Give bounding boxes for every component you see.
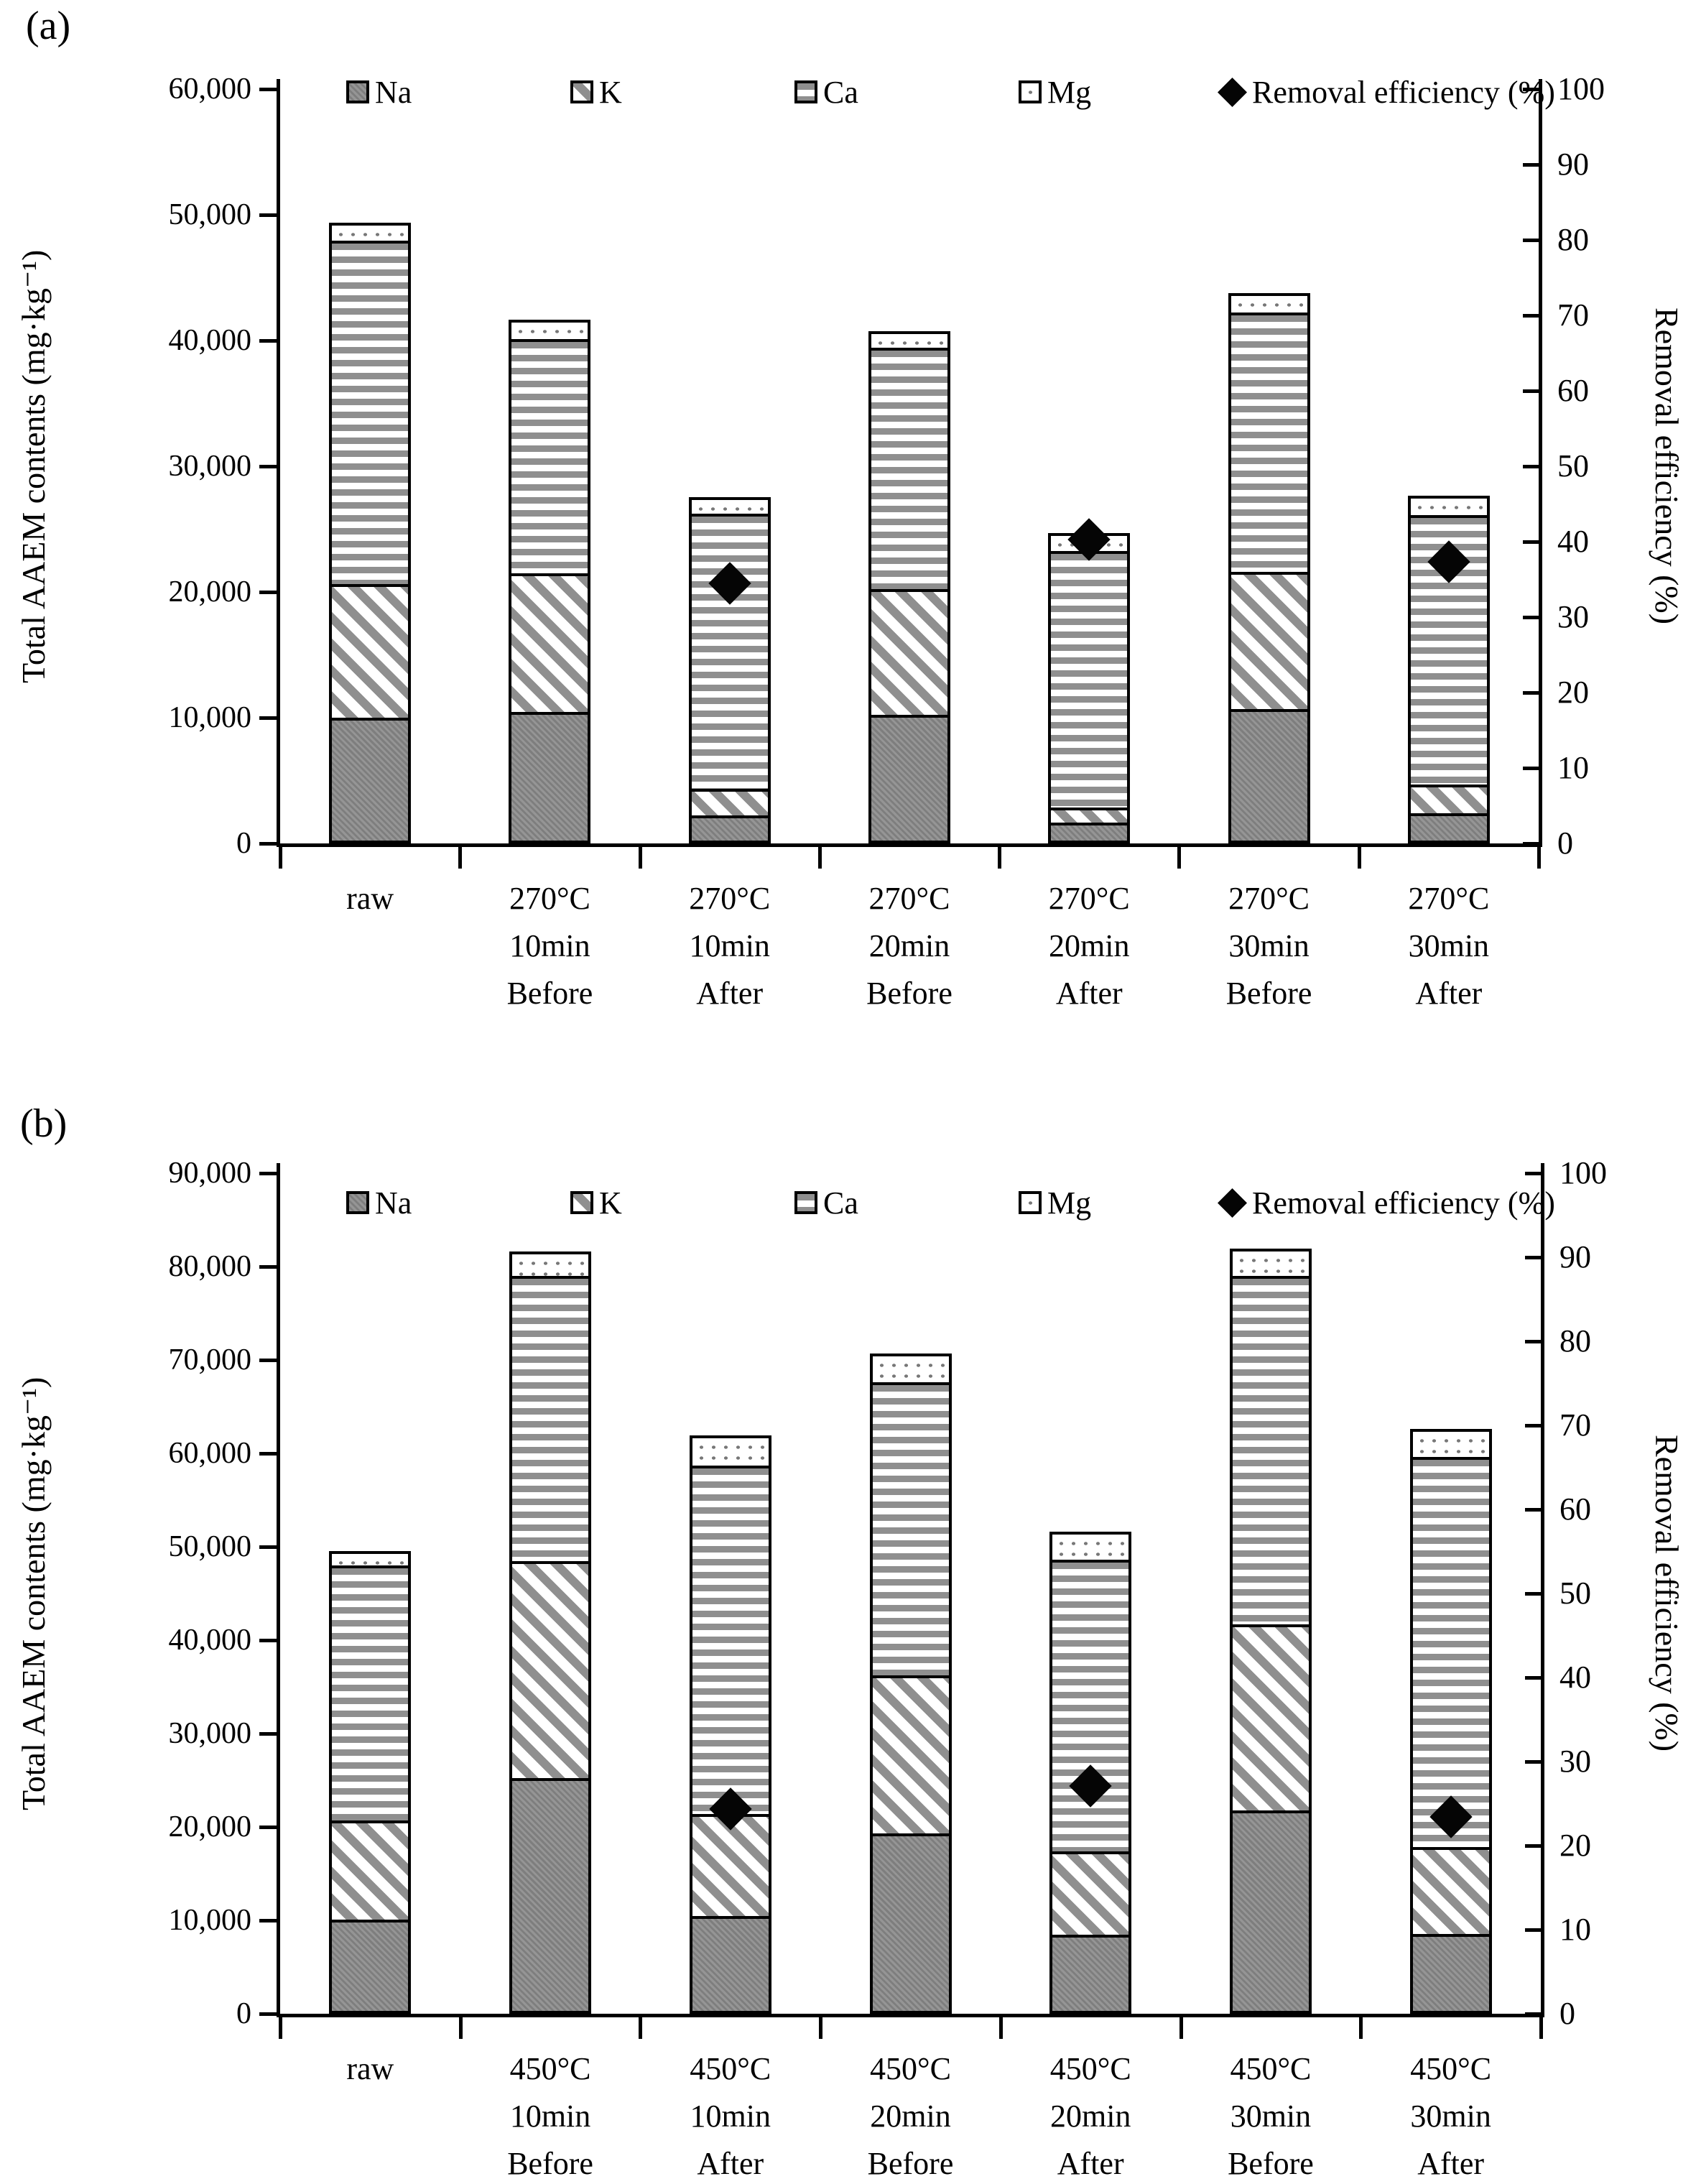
y2-axis-tick <box>1523 767 1539 770</box>
y-axis-tick <box>259 339 277 343</box>
legend-item-mg <box>1019 1185 1091 1220</box>
x-category-label-line: After <box>1057 2146 1124 2181</box>
bar-segment-mg <box>1413 1432 1489 1457</box>
stacked-bar-a-3 <box>689 497 771 843</box>
y-axis-tick <box>259 88 277 91</box>
y-axis-tick-label: 0 <box>236 1997 251 2030</box>
x-category-label-line: raw <box>346 881 394 916</box>
y2-axis-tick <box>1525 2012 1541 2016</box>
bar-segment-na <box>1231 709 1307 841</box>
bar-segment-na <box>1233 1810 1309 2011</box>
x-category-label <box>636 875 823 1017</box>
y2-axis-tick-label: 50 <box>1557 448 1589 483</box>
x-category-label-line: After <box>697 2146 764 2181</box>
x-category-label-line: Before <box>506 976 593 1011</box>
stacked-bar-b-2 <box>509 1251 591 2014</box>
y-axis-tick-label: 60,000 <box>168 1437 251 1470</box>
y-axis-tick-label: 30,000 <box>168 1717 251 1750</box>
y-axis-tick <box>259 591 277 594</box>
legend-item-mg <box>1019 75 1091 109</box>
x-category-label-line: 20min <box>1049 2099 1131 2134</box>
x-category-label-line: 30min <box>1228 928 1310 963</box>
y2-axis-tick-label: 80 <box>1559 1323 1591 1359</box>
bar-segment-k <box>332 584 408 718</box>
bar-segment-na <box>511 712 588 841</box>
bar-segment-k <box>332 1820 408 1920</box>
legend-label: Ca <box>823 1185 858 1221</box>
x-axis-tick <box>1359 2017 1363 2039</box>
x-category-label-line: 10min <box>689 928 770 963</box>
x-axis-tick <box>279 2017 282 2039</box>
x-category-label-line: Before <box>1225 976 1312 1011</box>
bar-segment-mg <box>511 323 588 339</box>
y2-axis-tick-label: 80 <box>1557 222 1589 257</box>
y2-axis-tick <box>1525 1172 1541 1175</box>
ca-swatch-icon <box>794 80 817 103</box>
y-axis-tick <box>259 842 277 846</box>
y-axis-tick-label: 50,000 <box>168 198 251 231</box>
na-swatch-icon <box>346 1191 369 1214</box>
y-axis-tick-label: 20,000 <box>168 575 251 609</box>
bar-segment-ca <box>512 1276 588 1561</box>
legend-item-ca <box>794 1185 858 1220</box>
stacked-bar-a-4 <box>868 331 950 843</box>
bar-segment-k <box>511 573 588 712</box>
bar-segment-ca <box>692 514 768 789</box>
legend-item-removal-efficiency <box>1218 75 1555 109</box>
y2-axis-line-b <box>1541 1163 1544 2017</box>
legend-label: Na <box>375 1185 412 1221</box>
bar-segment-na <box>692 815 768 841</box>
y2-axis-tick-label: 60 <box>1559 1491 1591 1527</box>
bar-segment-mg <box>1411 499 1487 515</box>
y-axis-line-a <box>277 79 280 847</box>
stacked-bar-b-6 <box>1230 1249 1312 2014</box>
y-axis-tick-label: 10,000 <box>168 701 251 734</box>
y-axis-tick-label: 20,000 <box>168 1810 251 1843</box>
bar-segment-mg <box>332 226 408 241</box>
x-category-label <box>1358 2045 1544 2184</box>
y2-axis-tick-label: 50 <box>1559 1575 1591 1611</box>
x-category-label <box>997 2045 1184 2184</box>
y2-axis-tick-label: 40 <box>1559 1660 1591 1695</box>
y-axis-tick <box>259 2012 277 2016</box>
bar-segment-ca <box>1231 313 1307 572</box>
x-axis-tick <box>1177 847 1181 869</box>
bar-segment-k <box>1052 1851 1128 1935</box>
stacked-bar-b-3 <box>690 1435 771 2014</box>
legend-label: Na <box>375 74 412 110</box>
y2-axis-tick-label: 0 <box>1557 825 1573 861</box>
bar-segment-k <box>512 1561 588 1778</box>
x-category-label-line: 450°C <box>870 2051 951 2086</box>
x-category-label <box>277 875 463 922</box>
x-category-label <box>996 875 1182 1017</box>
legend-item-na <box>346 1185 412 1220</box>
k-swatch-icon <box>570 80 593 103</box>
bar-segment-na <box>873 1833 949 2011</box>
bar-segment-k <box>1413 1847 1489 1934</box>
x-category-label-line: 270°C <box>1408 881 1490 916</box>
removal-efficiency-diamond-icon <box>1218 77 1247 106</box>
x-category-label-line: 30min <box>1230 2099 1312 2134</box>
y2-axis-tick <box>1523 239 1539 242</box>
bar-segment-k <box>1411 785 1487 813</box>
bar-segment-ca <box>871 348 947 589</box>
legend-item-na <box>346 75 412 109</box>
bar-segment-na <box>332 1920 408 2011</box>
y2-axis-tick-label: 90 <box>1559 1239 1591 1274</box>
x-axis-tick <box>818 847 822 869</box>
x-axis-tick <box>819 2017 822 2039</box>
legend-item-ca <box>794 75 858 109</box>
x-axis-tick <box>1537 847 1541 869</box>
x-category-label-line: 10min <box>509 2099 591 2134</box>
y2-axis-tick <box>1525 1760 1541 1764</box>
bar-segment-na <box>1411 813 1487 841</box>
x-category-label <box>277 2045 463 2093</box>
y2-axis-tick <box>1523 314 1539 318</box>
y2-axis-tick-label: 20 <box>1557 675 1589 710</box>
x-category-label-line: 450°C <box>509 2051 591 2086</box>
x-category-label-line: 270°C <box>509 881 590 916</box>
legend-label: K <box>599 74 622 110</box>
x-category-label <box>1177 2045 1364 2184</box>
y2-axis-tick <box>1525 1844 1541 1848</box>
legend-item-k <box>570 1185 622 1220</box>
removal-efficiency-diamond-icon <box>1218 1188 1247 1217</box>
bar-segment-mg <box>692 1438 769 1466</box>
bar-segment-mg <box>692 500 768 514</box>
x-category-label-line: After <box>1055 976 1123 1011</box>
x-category-label-line: Before <box>867 2146 954 2181</box>
ca-swatch-icon <box>794 1191 817 1214</box>
bar-segment-ca <box>1052 1560 1128 1851</box>
bar-segment-mg <box>512 1254 588 1276</box>
x-category-label-line: 270°C <box>689 881 771 916</box>
y2-axis-tick-label: 30 <box>1557 599 1589 634</box>
bar-segment-ca <box>873 1382 949 1675</box>
y2-axis-tick <box>1525 1928 1541 1932</box>
y-axis-tick-label: 10,000 <box>168 1904 251 1937</box>
y2-axis-title-panel-a: Removal efficiency (%) <box>1649 307 1685 625</box>
bar-segment-mg <box>1052 1535 1128 1560</box>
y2-axis-tick <box>1523 540 1539 544</box>
y2-axis-tick-label: 100 <box>1559 1155 1607 1190</box>
y-axis-tick <box>259 465 277 468</box>
y2-axis-tick <box>1525 1424 1541 1428</box>
bar-segment-na <box>871 715 947 841</box>
y2-axis-tick <box>1523 842 1539 846</box>
x-axis-tick <box>459 2017 463 2039</box>
y-axis-tick-label: 40,000 <box>168 324 251 357</box>
bar-segment-na <box>1051 823 1127 841</box>
x-axis-tick <box>1358 847 1361 869</box>
legend-label: Removal efficiency (%) <box>1252 74 1555 110</box>
y-axis-tick <box>259 1452 277 1456</box>
x-axis-tick <box>999 2017 1003 2039</box>
y-axis-tick <box>259 1639 277 1642</box>
y-axis-tick <box>259 1265 277 1269</box>
y2-axis-tick-label: 30 <box>1559 1744 1591 1779</box>
panel-a-letter: (a) <box>26 4 71 48</box>
x-category-label <box>637 2045 824 2184</box>
y2-axis-tick-label: 70 <box>1557 297 1589 333</box>
legend-item-removal-efficiency <box>1218 1185 1555 1220</box>
bar-segment-mg <box>1233 1251 1309 1276</box>
bar-segment-k <box>692 789 768 815</box>
x-category-label-line: 20min <box>870 2099 951 2134</box>
x-category-label <box>1176 875 1363 1017</box>
y-axis-tick <box>259 716 277 720</box>
stacked-bar-a-6 <box>1228 293 1310 843</box>
bar-segment-k <box>1051 808 1127 823</box>
legend-item-k <box>570 75 622 109</box>
mg-swatch-icon <box>1019 1191 1042 1214</box>
y2-axis-tick <box>1523 163 1539 167</box>
x-category-label-line: Before <box>1228 2146 1314 2181</box>
bar-segment-mg <box>1231 296 1307 313</box>
na-swatch-icon <box>346 80 369 103</box>
bar-segment-na <box>692 1916 769 2011</box>
y2-axis-tick <box>1523 465 1539 468</box>
y2-axis-tick <box>1525 1508 1541 1512</box>
y2-axis-tick <box>1525 1592 1541 1596</box>
x-category-label-line: 30min <box>1408 928 1490 963</box>
x-category-label <box>816 875 1003 1017</box>
y-axis-title-panel-a: Total AAEM contents (mg·kg⁻¹) <box>15 249 52 683</box>
bar-segment-ca <box>332 1565 408 1820</box>
y-axis-tick <box>259 1545 277 1549</box>
legend-label: Ca <box>823 74 858 110</box>
x-category-label-line: Before <box>866 976 953 1011</box>
bar-segment-na <box>1413 1934 1489 2011</box>
y2-axis-tick-label: 10 <box>1559 1912 1591 1947</box>
stacked-bar-b-1 <box>329 1551 411 2014</box>
x-category-label-line: Before <box>507 2146 593 2181</box>
y-axis-tick-label: 90,000 <box>168 1157 251 1190</box>
y2-axis-tick <box>1525 1340 1541 1343</box>
bar-segment-ca <box>511 339 588 573</box>
x-category-label-line: 270°C <box>1048 881 1130 916</box>
x-category-label-line: raw <box>346 2051 394 2086</box>
y-axis-tick-label: 80,000 <box>168 1250 251 1283</box>
bar-segment-na <box>512 1778 588 2011</box>
legend-label: Mg <box>1047 74 1092 110</box>
stacked-bar-a-5 <box>1048 533 1130 843</box>
x-axis-tick <box>279 847 282 869</box>
x-category-label <box>457 2045 644 2184</box>
bar-segment-k <box>1231 572 1307 709</box>
bar-segment-k <box>1233 1624 1309 1810</box>
x-category-label-line: 30min <box>1410 2099 1491 2134</box>
legend-label: Removal efficiency (%) <box>1252 1185 1555 1221</box>
x-axis-tick <box>639 2017 642 2039</box>
y-axis-line-b <box>277 1163 280 2017</box>
y2-axis-tick-label: 0 <box>1559 1996 1575 2031</box>
stacked-bar-a-2 <box>509 320 590 843</box>
x-category-label-line: After <box>1415 976 1483 1011</box>
bar-segment-na <box>1052 1935 1128 2011</box>
x-category-label <box>1355 875 1542 1017</box>
bar-segment-ca <box>1051 551 1127 808</box>
bar-segment-k <box>873 1675 949 1833</box>
bar-segment-ca <box>1233 1276 1309 1624</box>
x-axis-tick <box>1539 2017 1543 2039</box>
x-category-label-line: 10min <box>509 928 590 963</box>
legend-label: Mg <box>1047 1185 1092 1221</box>
bar-segment-mg <box>873 1356 949 1382</box>
panel-b-letter: (b) <box>20 1101 68 1146</box>
stacked-bar-a-1 <box>329 223 411 843</box>
bar-segment-ca <box>332 241 408 584</box>
k-swatch-icon <box>570 1191 593 1214</box>
y2-axis-tick-label: 60 <box>1557 373 1589 408</box>
y2-axis-tick <box>1523 616 1539 619</box>
y-axis-title-panel-b: Total AAEM contents (mg·kg⁻¹) <box>15 1376 52 1810</box>
y2-axis-tick-label: 20 <box>1559 1828 1591 1863</box>
x-category-label <box>817 2045 1004 2184</box>
bar-segment-ca <box>692 1466 769 1814</box>
x-category-label-line: 20min <box>1049 928 1130 963</box>
y-axis-tick-label: 30,000 <box>168 450 251 483</box>
bar-segment-mg <box>871 334 947 348</box>
y-axis-tick <box>259 213 277 217</box>
x-axis-tick <box>1179 2017 1183 2039</box>
x-category-label-line: 450°C <box>690 2051 771 2086</box>
x-category-label-line: 450°C <box>1410 2051 1492 2086</box>
y2-axis-tick-label: 100 <box>1557 71 1605 106</box>
y-axis-tick-label: 70,000 <box>168 1343 251 1376</box>
y2-axis-title-panel-b: Removal efficiency (%) <box>1649 1435 1685 1752</box>
x-axis-line-b <box>277 2014 1544 2017</box>
y2-axis-tick-label: 90 <box>1557 147 1589 182</box>
y2-axis-tick <box>1523 389 1539 393</box>
x-axis-tick <box>639 847 642 869</box>
bar-segment-k <box>871 589 947 715</box>
y2-axis-tick-label: 10 <box>1557 750 1589 785</box>
x-axis-tick <box>998 847 1001 869</box>
x-category-label-line: 450°C <box>1230 2051 1312 2086</box>
y2-axis-tick-label: 40 <box>1557 524 1589 559</box>
y-axis-tick <box>259 1359 277 1362</box>
y-axis-tick <box>259 1826 277 1829</box>
y-axis-tick-label: 50,000 <box>168 1530 251 1563</box>
x-category-label-line: 270°C <box>1228 881 1310 916</box>
y2-axis-tick <box>1525 1256 1541 1259</box>
x-category-label-line: 10min <box>690 2099 771 2134</box>
bar-segment-mg <box>332 1554 408 1565</box>
y-axis-tick-label: 0 <box>236 827 251 860</box>
y2-axis-tick <box>1525 1676 1541 1680</box>
mg-swatch-icon <box>1019 80 1042 103</box>
bar-segment-ca <box>1413 1457 1489 1847</box>
x-category-label <box>456 875 643 1017</box>
y-axis-tick <box>259 1919 277 1922</box>
x-category-label-line: 450°C <box>1049 2051 1131 2086</box>
x-axis-line-a <box>277 843 1542 847</box>
x-category-label-line: After <box>1417 2146 1485 2181</box>
y2-axis-tick <box>1523 691 1539 695</box>
stacked-bar-b-7 <box>1410 1429 1492 2014</box>
y2-axis-line-a <box>1539 79 1542 847</box>
y-axis-tick <box>259 1732 277 1736</box>
y2-axis-tick-label: 70 <box>1559 1407 1591 1443</box>
y-axis-tick <box>259 1172 277 1175</box>
bar-segment-na <box>332 718 408 841</box>
y-axis-tick-label: 40,000 <box>168 1624 251 1657</box>
x-axis-tick <box>458 847 462 869</box>
y-axis-tick-label: 60,000 <box>168 73 251 106</box>
x-category-label-line: After <box>696 976 764 1011</box>
stacked-bar-b-4 <box>870 1354 952 2014</box>
legend-label: K <box>599 1185 622 1221</box>
x-category-label-line: 270°C <box>868 881 950 916</box>
x-category-label-line: 20min <box>868 928 950 963</box>
